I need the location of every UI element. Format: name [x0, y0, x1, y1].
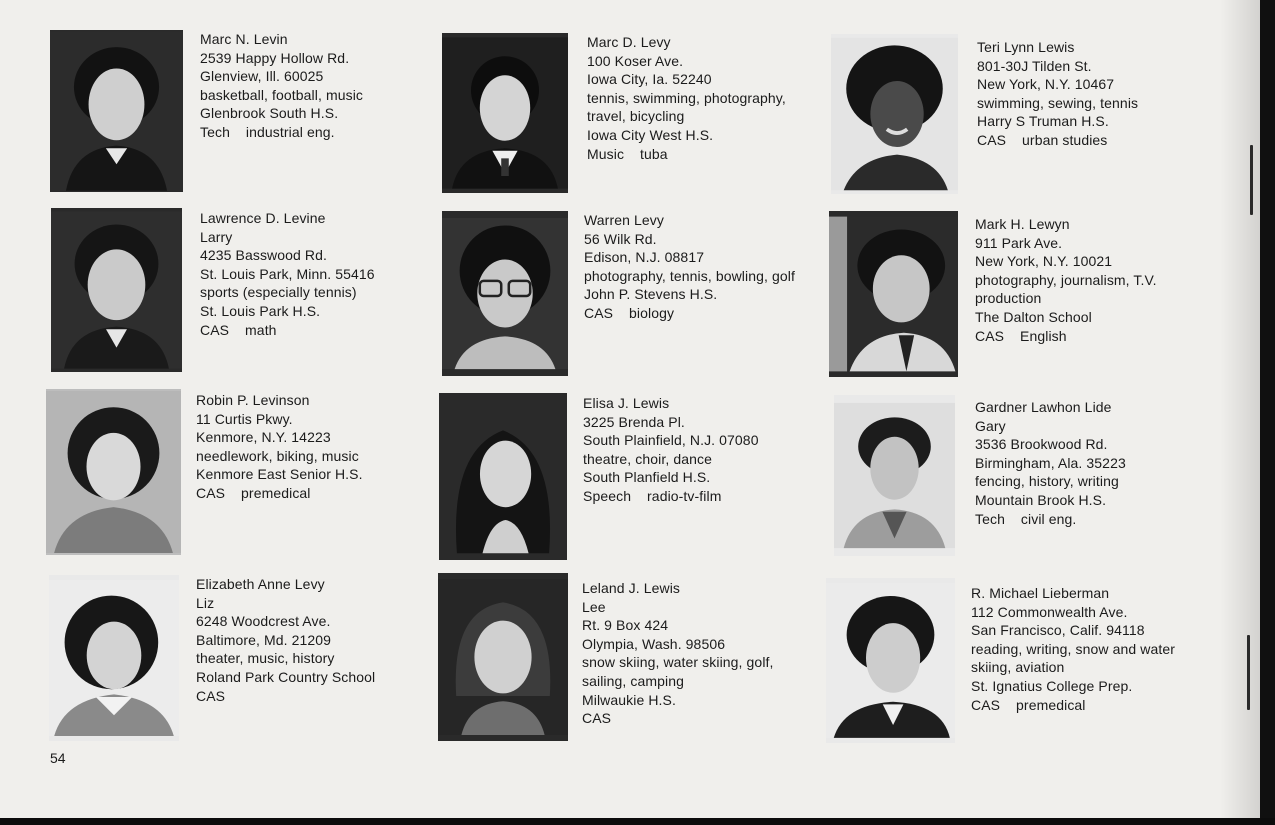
student-high-school: St. Louis Park H.S.	[200, 302, 321, 319]
student-interests: reading, writing, snow and water	[971, 640, 1175, 657]
staple-mark-bottom	[1247, 635, 1250, 710]
student-name: Elisa J. Lewis	[583, 395, 670, 411]
student-nickname: Liz	[196, 594, 215, 611]
student-high-school: South Planfield H.S.	[583, 469, 711, 486]
student-entry-warren-levy	[584, 211, 795, 323]
student-interests: basketball, football, music	[200, 86, 364, 103]
student-entry-mark-lewyn	[975, 215, 1157, 345]
student-city: South Plainfield, N.J. 07080	[583, 432, 759, 449]
student-school-major: Speech radio-tv-film	[583, 487, 722, 504]
student-high-school: St. Ignatius College Prep.	[971, 677, 1133, 694]
student-entry-leland-lewis	[582, 579, 774, 728]
student-entry-marc-levin	[200, 30, 363, 142]
student-address: 100 Koser Ave.	[587, 52, 684, 69]
student-interests: photography, tennis, bowling, golf	[584, 267, 795, 284]
student-entry-lawrence-levine	[200, 209, 375, 339]
portrait-photo-lawrence-levine	[51, 208, 182, 372]
student-address: 4235 Basswood Rd.	[200, 247, 328, 264]
student-address: 11 Curtis Pkwy.	[196, 410, 293, 427]
staple-mark-top	[1250, 145, 1253, 215]
student-school-major: CAS premedical	[971, 696, 1086, 713]
student-interests: swimming, sewing, tennis	[977, 94, 1139, 111]
student-interests: snow skiing, water skiing, golf,	[582, 654, 774, 671]
student-high-school: Milwaukie H.S.	[582, 691, 676, 708]
portrait-photo-marc-levy	[442, 33, 568, 193]
student-school-major: Music tuba	[587, 145, 668, 162]
student-city: Baltimore, Md. 21209	[196, 631, 332, 648]
student-name: Leland J. Lewis	[582, 580, 681, 596]
portrait-photo-gardner-lide	[834, 395, 955, 556]
student-interests: theatre, choir, dance	[583, 450, 712, 467]
portrait-photo-marc-levin	[50, 30, 183, 192]
portrait-photo-teri-lewis	[831, 34, 958, 194]
student-name: Mark H. Lewyn	[975, 216, 1070, 232]
student-interests-cont: skiing, aviation	[971, 659, 1065, 676]
student-address: 801-30J Tilden St.	[977, 57, 1092, 74]
student-school-major: CAS	[196, 687, 226, 704]
student-nickname: Gary	[975, 417, 1006, 434]
student-entry-marc-levy	[587, 33, 786, 163]
portrait-photo-robin-levinson	[46, 389, 181, 555]
student-entry-elizabeth-levy	[196, 575, 375, 705]
student-city: Kenmore, N.Y. 14223	[196, 429, 331, 446]
student-name: Marc N. Levin	[200, 31, 288, 47]
student-address: 2539 Happy Hollow Rd.	[200, 49, 350, 66]
page-shadow	[1220, 0, 1260, 818]
student-city: New York, N.Y. 10021	[975, 253, 1113, 270]
student-interests: needlework, biking, music	[196, 447, 359, 464]
student-address: 911 Park Ave.	[975, 234, 1063, 251]
student-city: San Francisco, Calif. 94118	[971, 622, 1145, 639]
student-name: Robin P. Levinson	[196, 392, 310, 408]
student-city: Olympia, Wash. 98506	[582, 635, 726, 652]
student-name: Lawrence D. Levine	[200, 210, 326, 226]
student-entry-robin-levinson	[196, 391, 363, 503]
student-school-major: CAS math	[200, 321, 277, 338]
student-interests: fencing, history, writing	[975, 473, 1119, 490]
student-interests: sports (especially tennis)	[200, 284, 357, 301]
student-interests: photography, journalism, T.V.	[975, 271, 1157, 288]
student-address: 3225 Brenda Pl.	[583, 413, 685, 430]
student-interests-cont: sailing, camping	[582, 672, 684, 689]
portrait-photo-leland-lewis	[438, 573, 568, 741]
student-school-major: CAS	[582, 710, 612, 727]
student-city: St. Louis Park, Minn. 55416	[200, 265, 375, 282]
student-city: Iowa City, Ia. 52240	[587, 71, 712, 88]
student-high-school: Kenmore East Senior H.S.	[196, 466, 363, 483]
student-entry-michael-lieberman	[971, 584, 1175, 714]
student-city: Edison, N.J. 08817	[584, 249, 705, 266]
student-name: Marc D. Levy	[587, 34, 671, 50]
student-school-major: CAS English	[975, 327, 1067, 344]
student-nickname: Larry	[200, 228, 233, 245]
student-high-school: Roland Park Country School	[196, 668, 376, 685]
student-high-school: The Dalton School	[975, 308, 1092, 325]
student-interests-cont: travel, bicycling	[587, 108, 685, 125]
student-address: 6248 Woodcrest Ave.	[196, 613, 331, 630]
portrait-photo-warren-levy	[442, 211, 568, 376]
student-address: 56 Wilk Rd.	[584, 230, 657, 247]
student-city: Birmingham, Ala. 35223	[975, 454, 1126, 471]
student-school-major: Tech industrial eng.	[200, 123, 335, 140]
student-address: Rt. 9 Box 424	[582, 617, 669, 634]
portrait-photo-michael-lieberman	[826, 578, 955, 743]
student-address: 112 Commonwealth Ave.	[971, 603, 1128, 620]
student-high-school: Harry S Truman H.S.	[977, 113, 1109, 130]
student-address: 3536 Brookwood Rd.	[975, 436, 1108, 453]
student-high-school: John P. Stevens H.S.	[584, 286, 718, 303]
student-city: Glenview, Ill. 60025	[200, 68, 324, 85]
student-name: Gardner Lawhon Lide	[975, 399, 1112, 415]
student-high-school: Glenbrook South H.S.	[200, 105, 339, 122]
student-interests: tennis, swimming, photography,	[587, 89, 786, 106]
student-city: New York, N.Y. 10467	[977, 76, 1115, 93]
portrait-photo-elizabeth-levy	[49, 575, 179, 741]
student-high-school: Iowa City West H.S.	[587, 126, 714, 143]
student-school-major: Tech civil eng.	[975, 510, 1077, 527]
student-name: Warren Levy	[584, 212, 664, 228]
student-school-major: CAS urban studies	[977, 131, 1108, 148]
student-nickname: Lee	[582, 598, 606, 615]
student-school-major: CAS premedical	[196, 484, 311, 501]
page-number: 54	[50, 750, 66, 766]
student-entry-teri-lewis	[977, 38, 1138, 150]
portrait-photo-elisa-lewis	[439, 393, 567, 560]
student-school-major: CAS biology	[584, 304, 675, 321]
student-name: Teri Lynn Lewis	[977, 39, 1075, 55]
portrait-photo-mark-lewyn	[829, 211, 958, 377]
student-high-school: Mountain Brook H.S.	[975, 491, 1107, 508]
student-entry-elisa-lewis	[583, 394, 759, 506]
student-interests-cont: production	[975, 290, 1042, 307]
scan-bottom-edge	[0, 818, 1275, 825]
student-name: Elizabeth Anne Levy	[196, 576, 325, 592]
student-name: R. Michael Lieberman	[971, 585, 1110, 601]
student-entry-gardner-lide	[975, 398, 1126, 528]
student-interests: theater, music, history	[196, 650, 335, 667]
